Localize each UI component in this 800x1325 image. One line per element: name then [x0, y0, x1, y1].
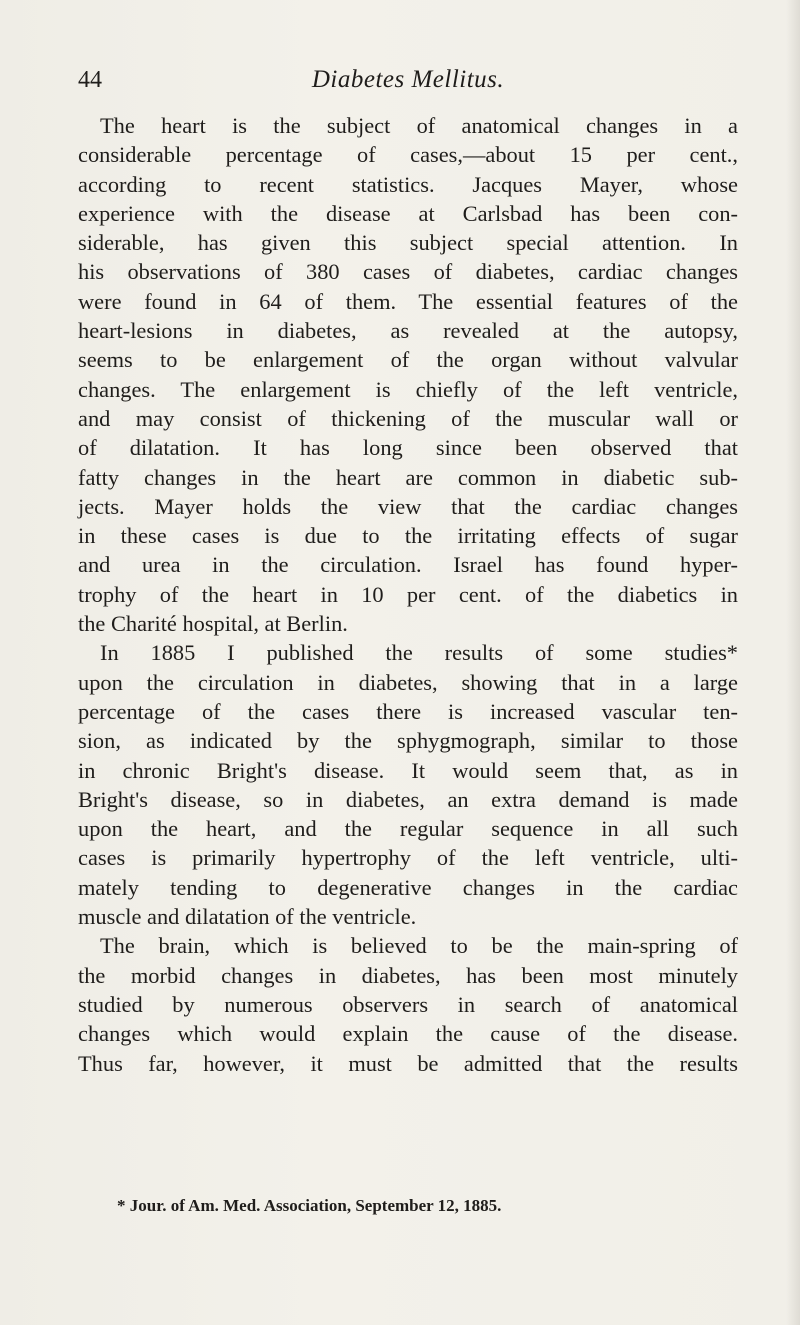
text-line: siderable, has given this subject special attention. In	[78, 230, 738, 256]
running-title: Diabetes Mellitus.	[311, 66, 505, 93]
paragraph-heart-lesions	[78, 111, 738, 638]
text-line: cases is primarily hypertrophy of the left ventricle, ulti-	[78, 845, 738, 871]
text-line: upon the circulation in diabetes, showing that in a large	[78, 669, 738, 695]
text-line: upon the heart, and the regular sequence in all such	[78, 816, 738, 842]
text-line: The heart is the subject of anatomical changes in a	[100, 113, 738, 138]
page-header	[78, 60, 738, 100]
text-line: in chronic Bright's disease. It would seem that, as in	[78, 757, 738, 783]
text-line: of dilatation. It has long since been observed that	[78, 435, 738, 461]
text-line: changes which would explain the cause of the disease.	[78, 1021, 738, 1047]
text-line: Thus far, however, it must be admitted that the results	[78, 1050, 738, 1076]
page-edge-shadow	[786, 0, 800, 1325]
text-line: mately tending to degenerative changes in the cardiac	[78, 874, 738, 900]
text-line: jects. Mayer holds the view that the cardiac changes	[78, 493, 738, 519]
text-line: percentage of the cases there is increased vascular ten-	[78, 698, 738, 724]
text-line: Bright's disease, so in diabetes, an extra demand is made	[78, 786, 738, 812]
text-line: according to recent statistics. Jacques Mayer, whose	[78, 171, 738, 197]
text-line: in these cases is due to the irritating effects of sugar	[78, 523, 738, 549]
text-line: his observations of 380 cases of diabetes, cardiac changes	[78, 259, 738, 285]
text-line: sion, as indicated by the sphygmograph, similar to those	[78, 728, 738, 754]
paragraph-brain	[78, 931, 738, 1077]
text-line: trophy of the heart in 10 per cent. of the diabetics in	[78, 581, 738, 607]
text-line: experience with the disease at Carlsbad has been con-	[78, 200, 738, 226]
text-line: the morbid changes in diabetes, has been most minutely	[78, 962, 738, 988]
footnote: * Jour. of Am. Med. Association, September 12, 1885.	[117, 1196, 502, 1215]
text-line: fatty changes in the heart are common in diabetic sub-	[78, 464, 738, 490]
text-line: studied by numerous observers in search of anatomical	[78, 991, 738, 1017]
text-line: heart-lesions in diabetes, as revealed at the autopsy,	[78, 318, 738, 344]
paragraph-circulation-studies	[78, 638, 738, 931]
body-text	[78, 111, 738, 1078]
text-line: were found in 64 of them. The essential features of the	[78, 288, 738, 314]
text-line: In 1885 I published the results of some studies*	[100, 640, 738, 666]
text-line: changes. The enlargement is chiefly of the left ventricle,	[78, 376, 738, 402]
text-line: the Charité hospital, at Berlin.	[78, 611, 348, 637]
text-line: considerable percentage of cases,—about 15 per cent.,	[78, 142, 738, 168]
text-line: and may consist of thickening of the muscular wall or	[78, 405, 738, 431]
page-number: 44	[78, 67, 102, 93]
text-line: The brain, which is believed to be the main-spring of	[100, 933, 738, 959]
text-line: seems to be enlargement of the organ without valvular	[78, 347, 738, 373]
text-line: muscle and dilatation of the ventricle.	[78, 904, 417, 930]
text-line: and urea in the circulation. Israel has found hyper-	[78, 552, 738, 578]
